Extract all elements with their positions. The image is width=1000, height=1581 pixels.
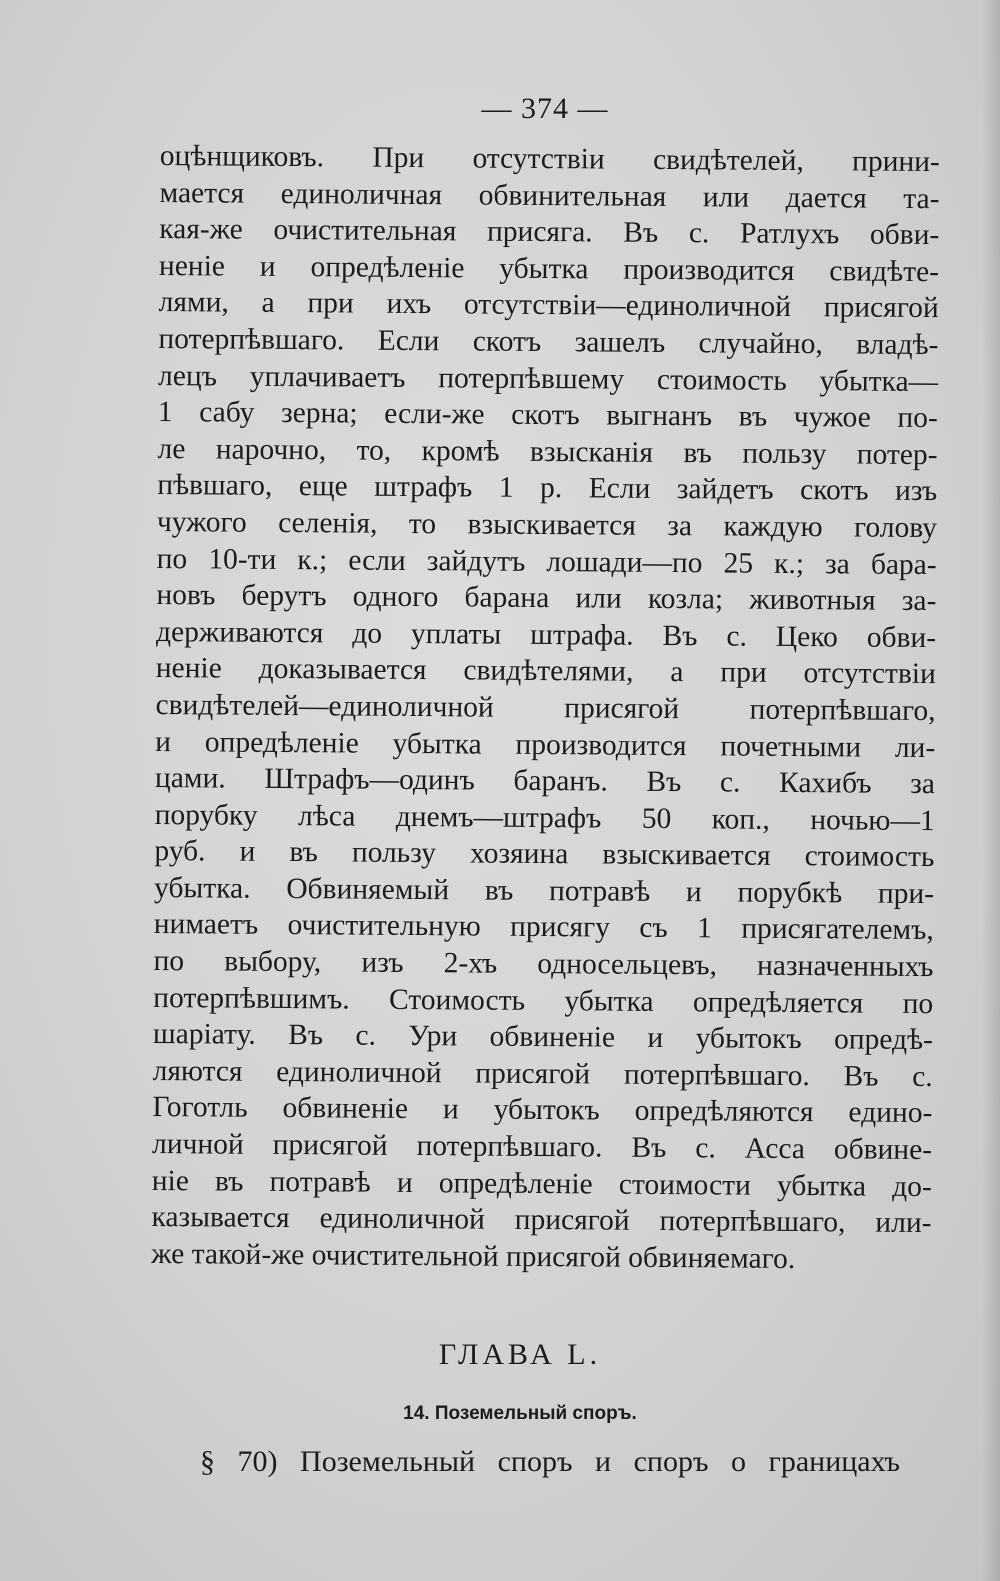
text-line: порубку лѣса днемъ—штрафъ 50 коп., ночью—1 xyxy=(154,798,935,837)
text-line: новъ берутъ одного барана или козла; животныя за- xyxy=(156,579,937,618)
text-line: Гоготль обвиненiе и убытокъ опредѣляются едино- xyxy=(152,1091,933,1130)
text-line: убытка. Обвиняемый въ потравѣ и порубкѣ при- xyxy=(153,871,935,910)
next-paragraph-start: § 70) Поземельный споръ и споръ о границахъ xyxy=(200,1445,900,1478)
text-line: держиваются до уплаты штрафа. Въ с. Цеко обви- xyxy=(155,615,937,654)
text-line: ненiе доказывается свидѣтелями, а при отсутствiи xyxy=(155,652,936,691)
text-line: же такой-же очистительной присягой обвиняемаго. xyxy=(151,1237,796,1275)
chapter-title: ГЛАВА L. xyxy=(438,1338,602,1371)
text-line: казывается единоличной присягой потерпѣвшаго, или- xyxy=(151,1201,932,1240)
text-line: потерпѣвшимъ. Стоимость убытка опредѣляется по xyxy=(153,981,934,1020)
text-line: 1 сабу зерна; если-же скотъ выгнанъ въ чужое по- xyxy=(157,396,938,435)
text-line: и опредѣленiе убытка производится почетными ли- xyxy=(155,725,936,764)
text-line: чужого селенiя, то взыскивается за каждую голову xyxy=(156,505,938,545)
text-line: потерпѣвшаго. Если скотъ зашелъ случайно, владѣ- xyxy=(158,322,939,362)
text-line: цами. Штрафъ—одинъ баранъ. Въ с. Кахибъ за xyxy=(154,762,936,801)
page-number: — 374 — xyxy=(481,92,609,125)
text-line: ненiе и опредѣленiе убытка производится свидѣте- xyxy=(158,249,940,288)
text-line: пѣвшаго, еще штрафъ 1 р. Если зайдетъ скотъ изъ xyxy=(157,469,938,508)
text-line: нiе въ потравѣ и опредѣленiе стоимости убытка до- xyxy=(151,1164,932,1203)
text-line: свидѣтелей—единоличной присягой потерпѣвшаго, xyxy=(155,688,936,728)
text-line: мается единоличная обвинительная или дается та- xyxy=(159,176,940,215)
text-line: руб. и въ пользу хозяина взыскивается стоимость xyxy=(154,835,935,874)
text-line: шарiату. Въ с. Ури обвиненiе и убытокъ опредѣ- xyxy=(152,1018,934,1057)
text-line: по 10-ти к.; если зайдутъ лошади—по 25 к.; за бара- xyxy=(156,542,937,581)
text-line: по выбору, изъ 2-хъ односельцевъ, назначенныхъ xyxy=(153,945,934,984)
body-paragraph xyxy=(151,138,940,1278)
text-line: ле нарочно, то, кромѣ взысканiя въ пользу потер- xyxy=(157,432,938,471)
text-line: лями, а при ихъ отсутствiи—единоличной присягой xyxy=(158,286,939,325)
section-title: 14. Поземельный споръ. xyxy=(403,1403,637,1424)
text-line: кая-же очистительная присяга. Въ с. Ратлухъ обви- xyxy=(159,213,940,252)
text-line: лецъ уплачиваетъ потерпѣвшему стоимость убытка— xyxy=(158,359,939,398)
text-line: оцѣнщиковъ. При отсутствiи свидѣтелей, прини- xyxy=(159,139,940,179)
text-line: нимаетъ очистительную присягу съ 1 присягателемъ, xyxy=(153,908,934,947)
text-line: ляются единоличной присягой потерпѣвшаго. Въ с. xyxy=(152,1054,933,1093)
text-line: личной присягой потерпѣвшаго. Въ с. Асса обвине- xyxy=(151,1128,933,1167)
